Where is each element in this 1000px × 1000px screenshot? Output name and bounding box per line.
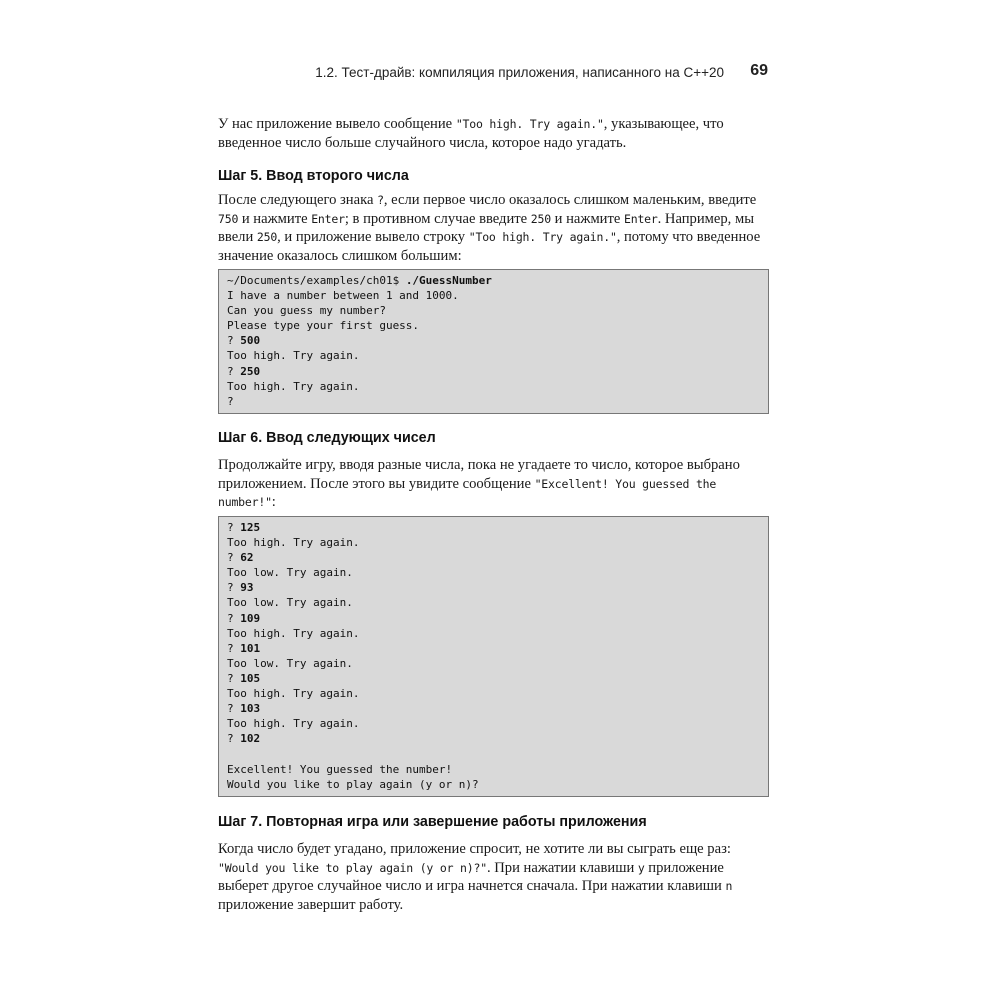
terminal-text: Excellent! You guessed the number! (227, 762, 453, 776)
terminal-text: Too high. Try again. (227, 379, 360, 393)
text-run: ; в противном случае введите (344, 210, 531, 227)
text-run: . При нажатии клавиши (486, 859, 638, 876)
terminal-text: Would you like to play again (y or n)? (227, 777, 479, 791)
terminal-text: ? (227, 334, 241, 348)
terminal-user-input: 109 (240, 611, 261, 625)
step5-paragraph (218, 191, 768, 265)
page-number: 69 (750, 62, 768, 79)
text-run: приложение завершит работу. (218, 896, 404, 913)
terminal-text: ? (227, 551, 241, 565)
terminal-line (227, 348, 762, 363)
inline-code: Enter (624, 211, 658, 226)
terminal-line (227, 364, 762, 379)
terminal-text: Too low. Try again. (227, 656, 353, 670)
text-run: приложение выберет другое случайное число и игра начнется сначала. При нажатии клавиши (218, 859, 726, 894)
inline-code: ? (377, 193, 384, 207)
text-run: : (271, 494, 276, 510)
terminal-user-input: 101 (240, 641, 261, 655)
inline-code: "Too high. Try again." (468, 230, 617, 244)
terminal-line (227, 303, 762, 318)
terminal-user-input: 62 (240, 551, 254, 565)
terminal-line (227, 626, 762, 641)
terminal-user-input: 250 (240, 364, 261, 378)
text-run: , потому что введенное значение оказалось слишком большим: (218, 229, 761, 264)
terminal-line (227, 379, 762, 394)
terminal-text: ? (227, 364, 241, 378)
terminal-line (227, 656, 762, 671)
step6-paragraph (218, 456, 768, 512)
terminal-line (227, 273, 762, 288)
step6-heading: Шаг 6. Ввод следующих чисел (218, 430, 436, 446)
terminal-line (227, 550, 762, 565)
terminal-text: Too high. Try again. (227, 626, 360, 640)
terminal-text: ? (227, 671, 241, 685)
terminal-text: ? (227, 611, 241, 625)
inline-code: "Would you like to play again (y or n)?" (218, 860, 487, 875)
terminal-user-input: 102 (240, 732, 261, 746)
text-run: Когда число будет угадано, приложение спросит, не хотите ли вы сыграть еще раз: (218, 841, 731, 857)
terminal-line (227, 731, 762, 746)
inline-code: 750 (218, 211, 239, 226)
terminal-output-2 (218, 516, 769, 797)
terminal-line (227, 686, 762, 701)
text-run: У нас приложение вывело сообщение (218, 116, 456, 132)
terminal-text: Too low. Try again. (227, 596, 353, 610)
running-header (218, 62, 768, 84)
text-run: , и приложение вывело строку (277, 229, 469, 245)
terminal-text: Too high. Try again. (227, 349, 360, 363)
inline-code: n (725, 879, 733, 893)
terminal-text: Can you guess my number? (227, 304, 386, 318)
terminal-text: ? (227, 702, 241, 716)
terminal-line (227, 565, 762, 580)
terminal-line (227, 746, 762, 761)
terminal-text: Too high. Try again. (227, 536, 360, 550)
text-run: и нажмите (238, 210, 312, 227)
inline-code: "Too high. Try again." (455, 117, 604, 131)
terminal-user-input: ./GuessNumber (405, 274, 492, 287)
intro-paragraph (218, 115, 768, 152)
text-run: , указывающее, что введенное число больше случайного числа, которое надо угадать. (218, 116, 724, 151)
text-run: После следующего знака (218, 192, 378, 208)
terminal-line (227, 777, 762, 792)
terminal-line (227, 288, 762, 303)
terminal-user-input: 500 (240, 334, 261, 348)
inline-code: y (637, 860, 645, 875)
terminal-text: Too low. Try again. (227, 566, 353, 580)
terminal-user-input: 105 (240, 671, 261, 685)
terminal-text: ? (227, 521, 241, 534)
text-run: . Например, мы ввели (218, 210, 755, 245)
step7-paragraph (218, 840, 768, 914)
terminal-line (227, 580, 762, 595)
terminal-user-input: 93 (240, 581, 254, 595)
inline-code: "Excellent! You guessed the number!" (218, 476, 717, 509)
step7-heading: Шаг 7. Повторная игра или завершение работы приложения (218, 814, 647, 830)
terminal-line (227, 535, 762, 550)
terminal-text: I have a number between 1 and 1000. (227, 289, 459, 303)
terminal-line (227, 318, 762, 333)
terminal-text: ? (227, 394, 234, 408)
terminal-line (227, 520, 762, 535)
terminal-output-1 (218, 269, 769, 414)
terminal-line (227, 394, 762, 409)
terminal-text: Too high. Try again. (227, 717, 360, 731)
terminal-line (227, 701, 762, 716)
terminal-line (227, 333, 762, 348)
terminal-user-input: 103 (240, 702, 261, 716)
terminal-text: ? (227, 581, 241, 595)
text-run: и нажмите (550, 210, 624, 227)
terminal-line (227, 641, 762, 656)
terminal-text: ? (227, 732, 241, 746)
terminal-text: ? (227, 641, 241, 655)
inline-code: 250 (256, 230, 278, 244)
terminal-line (227, 716, 762, 731)
text-run: Продолжайте игру, вводя разные числа, пока не угадаете то число, которое выбрано приложением. После этого вы увидите сообщение (218, 457, 740, 492)
terminal-text: Please type your first guess. (227, 319, 420, 333)
running-title: 1.2. Тест-драйв: компиляция приложения, написанного на C++20 (315, 65, 724, 80)
step5-heading: Шаг 5. Ввод второго числа (218, 168, 409, 184)
terminal-line (227, 762, 762, 777)
terminal-line (227, 671, 762, 686)
terminal-text: ~/Documents/examples/ch01$ (227, 274, 406, 287)
inline-code: Enter (311, 211, 345, 226)
terminal-user-input: 125 (240, 521, 261, 534)
terminal-line (227, 595, 762, 610)
terminal-text: Too high. Try again. (227, 687, 360, 701)
terminal-line (227, 611, 762, 626)
text-run: , если первое число оказалось слишком маленьким, введите (383, 192, 757, 208)
inline-code: 250 (530, 211, 551, 226)
